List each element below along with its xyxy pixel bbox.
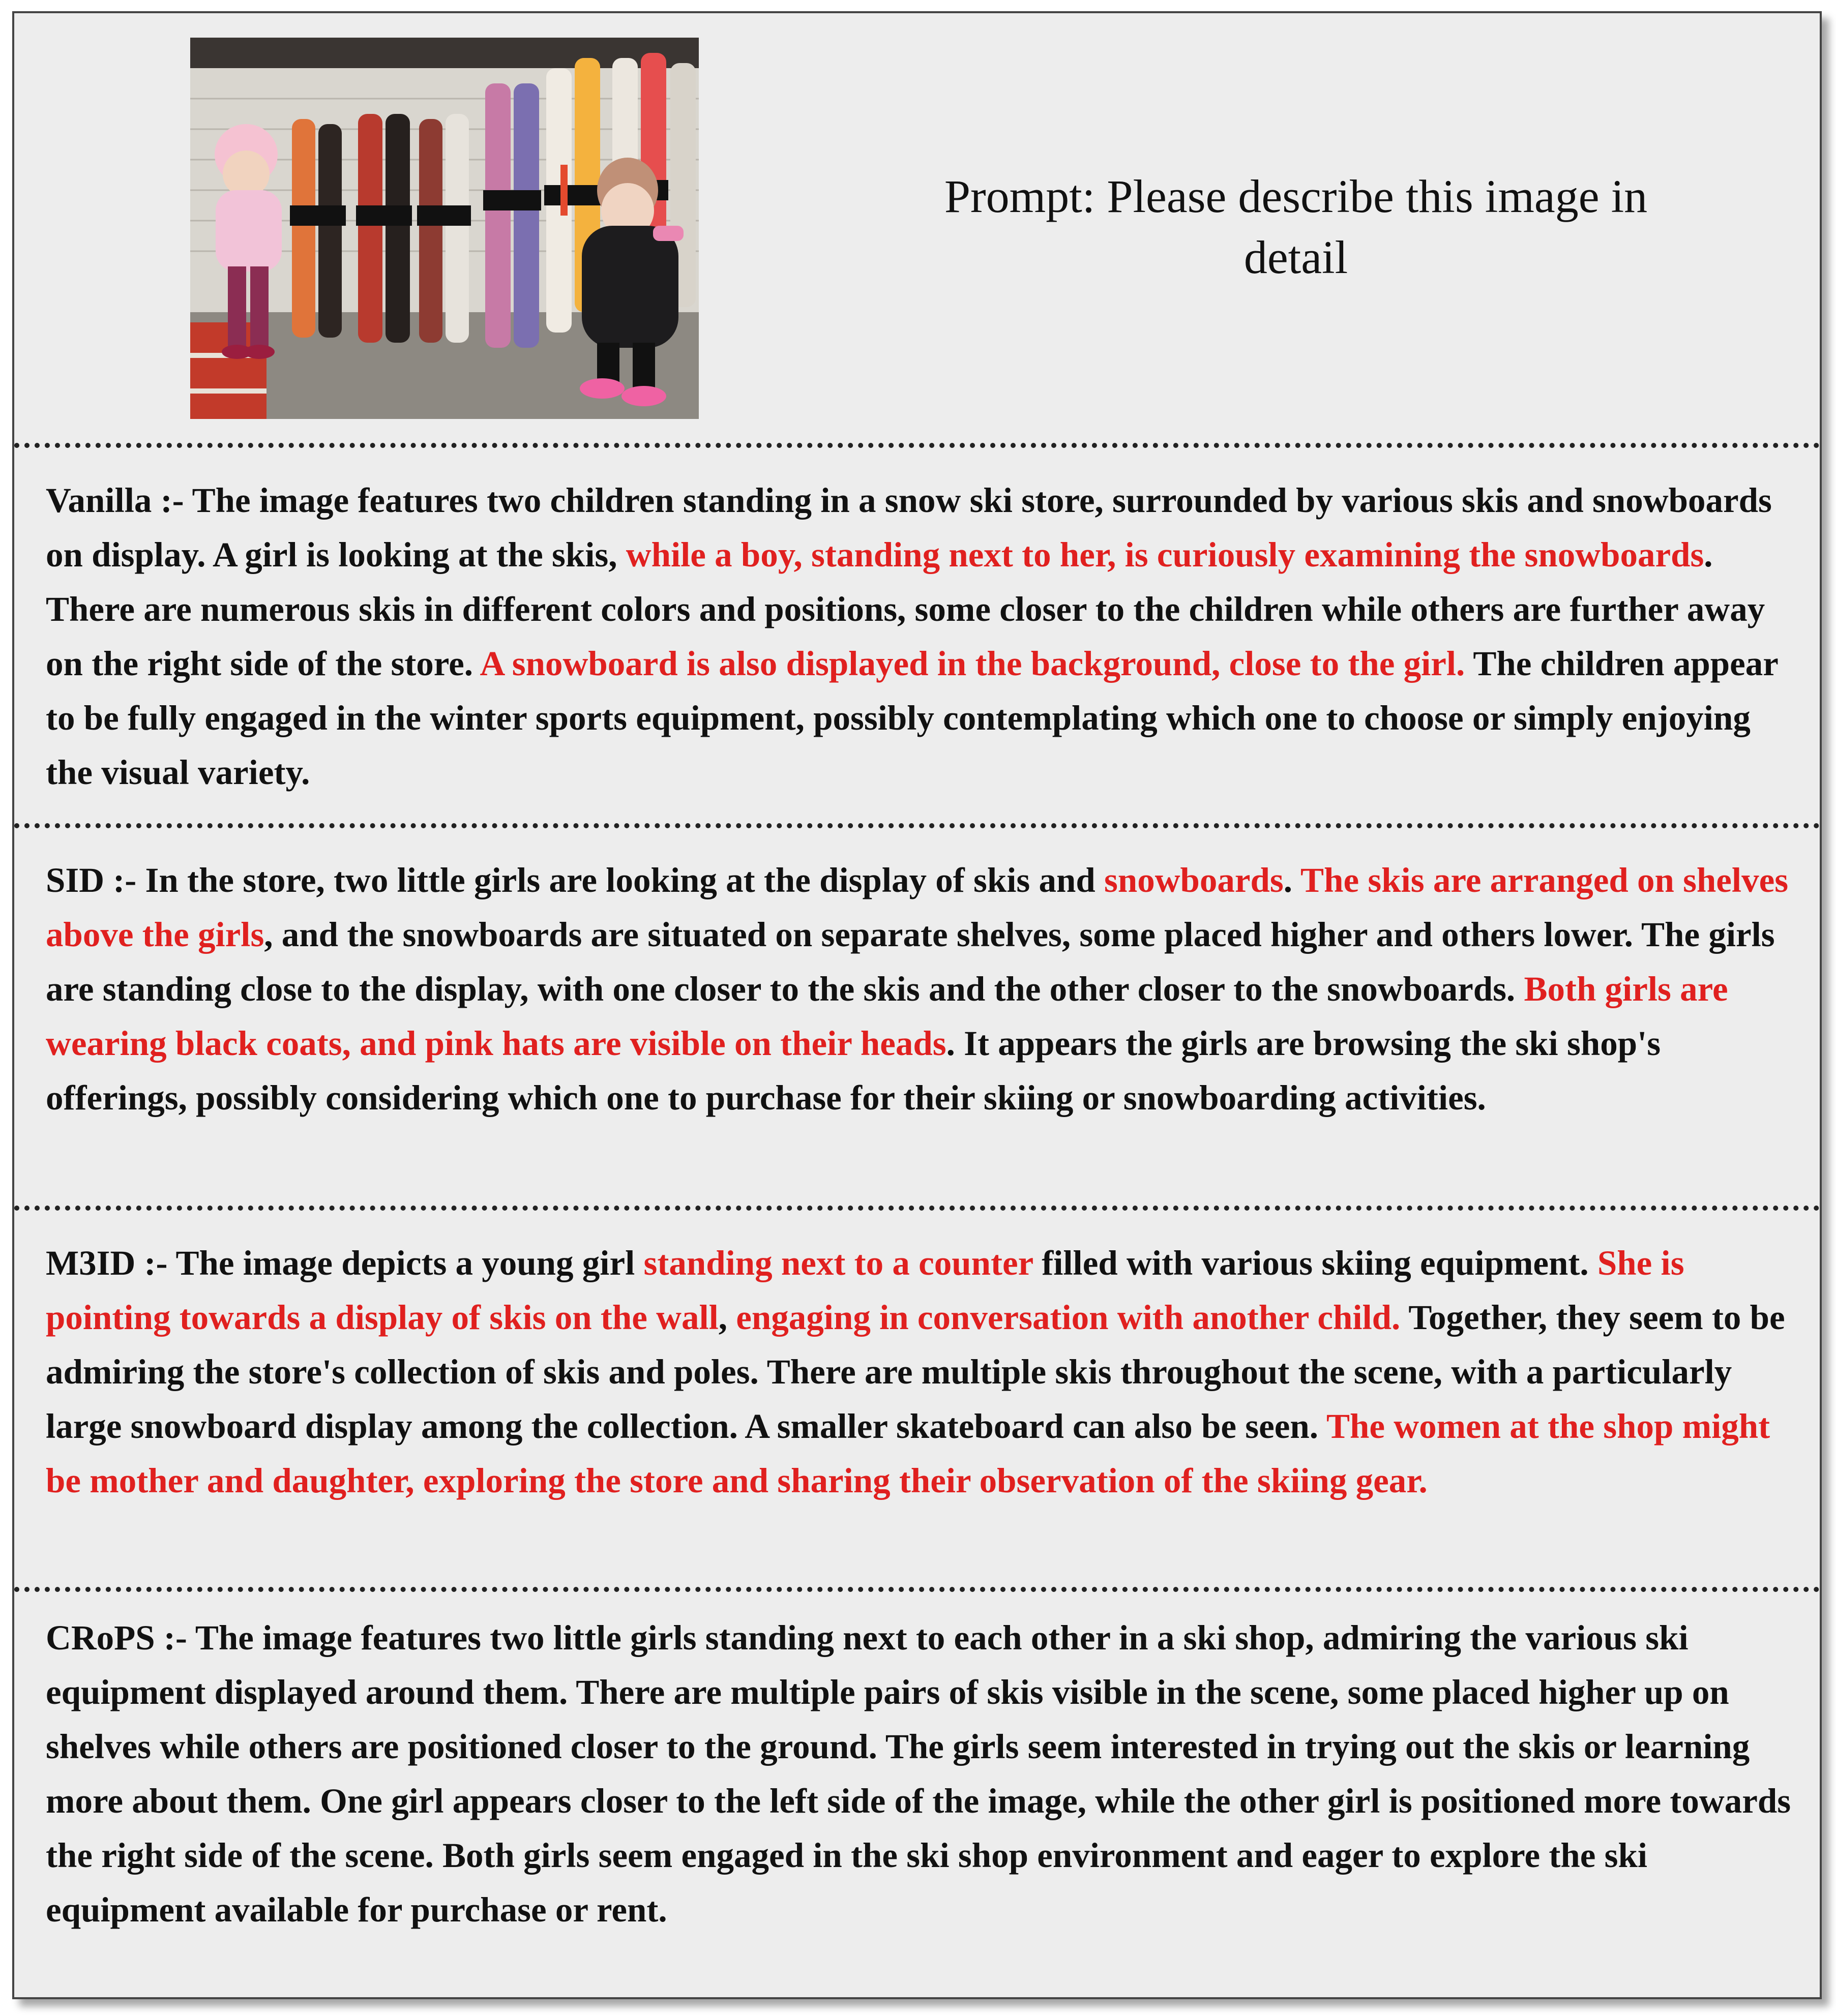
response-text: SID :- In the store, two little girls are looking at the display of skis and	[46, 861, 1104, 899]
response-text: CRoPS :- The image features two little girls standing next to each other in a ski shop, admiring the various ski equipment displayed around them. There are multiple pairs of skis visible in the scene, some placed higher up on shelves while others are positioned closer to the ground. The girls seem interested in trying out the skis or learning more about them. One girl appears closer to the left side of the image, while the other girl is positioned more towards the right side of the scene. Both girls seem engaged in the ski shop environment and eager to explore the ski equipment available for purchase or rent.	[46, 1618, 1791, 1929]
response-text: , and the snowboards are situated on separate shelves, some placed higher and others lower. The girls are standing close to the display, with one closer to the skis and the other closer to the snowboards.	[46, 915, 1775, 1008]
section-divider	[14, 443, 1820, 448]
response-crops	[46, 1611, 1805, 1937]
hallucinated-span: standing next to a counter	[643, 1244, 1033, 1282]
hallucinated-span: Both girls are wearing black coats, and pink hats are visible on their heads	[46, 970, 1728, 1063]
section-divider	[14, 1587, 1820, 1592]
hallucinated-span: The women at the shop might be mother and daughter, exploring the store and sharing their observation of the skiing gear.	[46, 1407, 1770, 1500]
prompt-text: Prompt: Please describe this image in detail	[944, 170, 1648, 283]
hallucinated-span: while a boy, standing next to her, is curiously examining the snowboards	[626, 535, 1704, 574]
response-text: .	[1283, 861, 1301, 899]
response-text: . It appears the girls are browsing the ski shop's offerings, possibly considering which one to purchase for their skiing or snowboarding activities.	[46, 1024, 1661, 1117]
hallucinated-span: A snowboard is also displayed in the background, close to the girl.	[480, 644, 1465, 683]
response-text: M3ID :- The image depicts a young girl	[46, 1244, 644, 1282]
hallucinated-span: snowboards	[1104, 861, 1284, 899]
section-divider	[14, 1206, 1820, 1211]
response-text: ,	[718, 1298, 736, 1337]
photo-illustration	[190, 38, 699, 419]
response-vanilla	[46, 473, 1805, 800]
hallucinated-span: engaging in conversation with another child.	[736, 1298, 1401, 1337]
response-text: filled with various skiing equipment.	[1032, 1244, 1597, 1282]
response-text: Together, they seem to be admiring the store's collection of skis and poles. There are multiple skis throughout the scene, with a particularly large snowboard display among the collection. A smaller skateboard can also be seen.	[46, 1298, 1785, 1446]
response-text: The children appear to be fully engaged in the winter sports equipment, possibly contemplating which one to choose or simply enjoying the visual variety.	[46, 644, 1778, 792]
response-text: Vanilla :- The image features two children standing in a snow ski store, surrounded by various skis and snowboards on display. A girl is looking at the skis,	[46, 481, 1772, 574]
hallucinated-span: She is pointing towards a display of skis on the wall	[46, 1244, 1684, 1337]
section-divider	[14, 823, 1820, 828]
response-sid	[46, 853, 1805, 1125]
response-text: . There are numerous skis in different colors and positions, some closer to the children while others are further away on the right side of the store.	[46, 535, 1765, 683]
figure-panel	[12, 11, 1822, 1999]
hallucinated-span: The skis are arranged on shelves above the girls	[46, 861, 1789, 954]
response-m3id	[46, 1236, 1805, 1508]
ski-shop-photo	[190, 38, 699, 419]
